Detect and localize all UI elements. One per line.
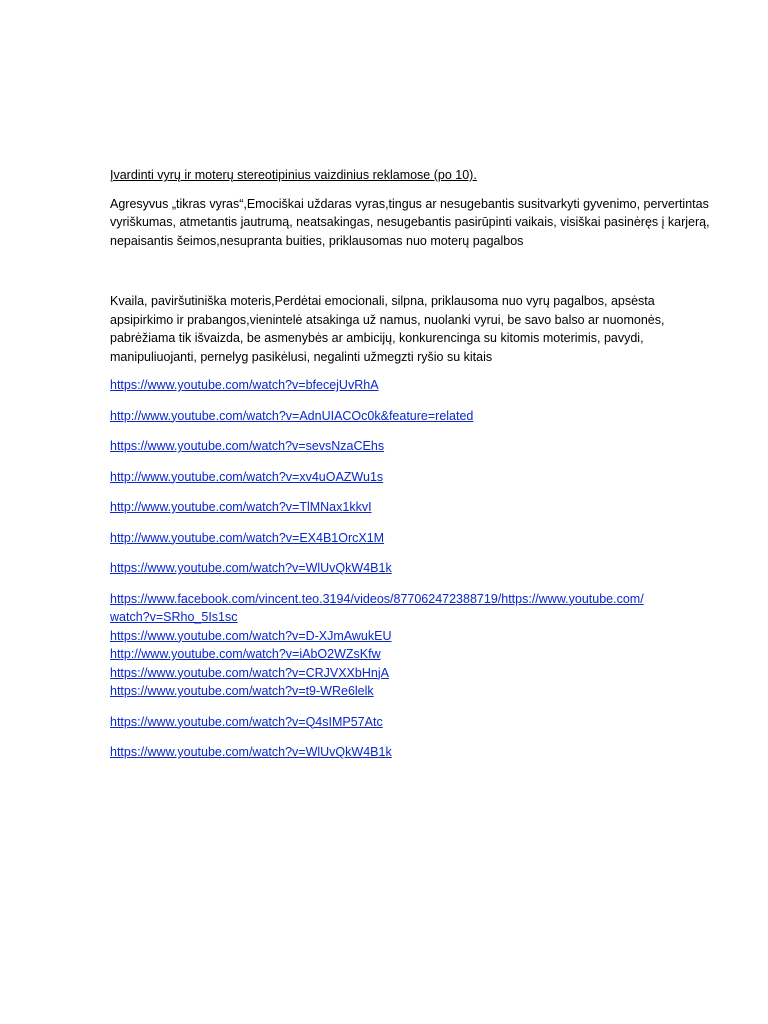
spacer (110, 366, 735, 376)
video-link[interactable]: https://www.youtube.com/watch?v=WlUvQkW4B1k (110, 561, 392, 575)
spacer (110, 250, 735, 292)
links-list (110, 376, 735, 762)
women-line: pabrėžiama tik išvaizda, be asmenybės ar ambicijų, konkurencinga su kitomis moterimis, pavydi, (110, 331, 644, 345)
document-title: Įvardinti vyrų ir moterų stereotipinius vaizdinius reklamose (po 10). (110, 168, 477, 182)
video-link[interactable]: https://www.youtube.com/watch?v=D-XJmAwukEU (110, 628, 392, 643)
video-link-continued[interactable]: watch?v=SRho_5Is1sc (110, 610, 238, 624)
men-line: vyriškumas, atmetantis jautrumą, neatsakingas, nesugebantis pasirūpinti vaikais, visiškai pasinėręs į karjerą, (110, 215, 710, 229)
women-line: Kvaila, paviršutiniška moteris,Perdėtai emocionali, silpna, priklausoma nuo vyrų pagalbos, apsėsta (110, 294, 655, 308)
video-link[interactable]: https://www.youtube.com/watch?v=WlUvQkW4B1k (110, 745, 392, 759)
women-stereotypes-paragraph (110, 292, 735, 366)
women-line: apsipirkimo ir prabangos,vienintelė atsakinga už namus, nuolanki vyrui, be savo balso ar nuomonės, (110, 312, 665, 327)
video-link[interactable]: https://www.youtube.com/watch?v=bfecejUvRhA (110, 378, 379, 392)
men-line: nepaisantis šeimos,nesupranta buities, priklausomas nuo moterų pagalbos (110, 233, 524, 248)
video-link[interactable]: http://www.youtube.com/watch?v=EX4B1OrcX1M (110, 530, 385, 545)
video-link[interactable]: http://www.youtube.com/watch?v=iAbO2WZsKfw (110, 647, 381, 661)
video-link[interactable]: https://www.youtube.com/watch?v=t9-WRe6lelk (110, 684, 374, 698)
video-link[interactable]: https://www.facebook.com/vincent.teo.3194/videos/877062472388719/https://www.youtube.com/ (110, 591, 644, 606)
video-link[interactable]: http://www.youtube.com/watch?v=xv4uOAZWu1s (110, 469, 384, 484)
video-link[interactable]: http://www.youtube.com/watch?v=AdnUIACOc0k&feature=related (110, 408, 474, 423)
video-link[interactable]: http://www.youtube.com/watch?v=TlMNax1kkvI (110, 500, 372, 514)
video-link[interactable]: https://www.youtube.com/watch?v=Q4sIMP57Atc (110, 714, 383, 729)
video-link[interactable]: https://www.youtube.com/watch?v=sevsNzaCEhs (110, 439, 385, 453)
women-line: manipuliuojanti, pernelyg pasikėlusi, negalinti užmegzti ryšio su kitais (110, 349, 493, 364)
video-link[interactable]: https://www.youtube.com/watch?v=CRJVXXbHnjA (110, 665, 389, 680)
men-stereotypes-paragraph (110, 195, 735, 251)
men-line: Agresyvus „tikras vyras“,Emociškai uždaras vyras,tingus ar nesugebantis susitvarkyti gyvenimo, pervertintas (110, 196, 709, 211)
document-page (110, 166, 735, 774)
